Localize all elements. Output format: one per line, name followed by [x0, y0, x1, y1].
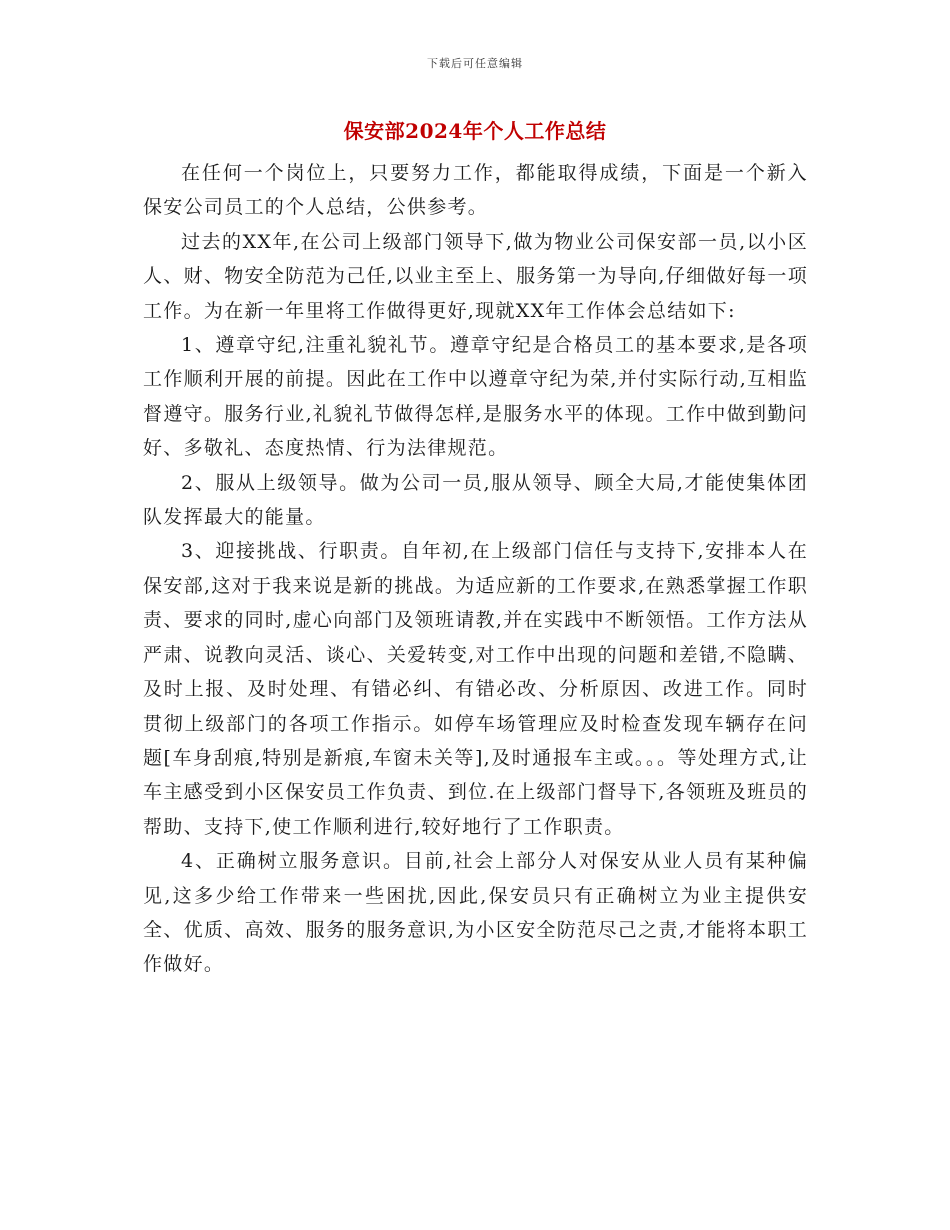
paragraph-overview: 过去的XX年,在公司上级部门领导下,做为物业公司保安部一员,以小区人、财、物安全防范为己任,以业主至上、服务第一为导向,仔细做好每一项工作。为在新一年里将工作做得更好,现就XX年工作体会总结如下: [143, 230, 808, 322]
document-body [143, 156, 808, 982]
paragraph-intro: 在任何一个岗位上，只要努力工作，都能取得成绩，下面是一个新入保安公司员工的个人总结，公供参考。 [143, 162, 808, 219]
document-title: 保安部2024年个人工作总结 [343, 119, 607, 143]
paragraph-item-1: 1、遵章守纪,注重礼貌礼节。遵章守纪是合格员工的基本要求,是各项工作顺利开展的前提。因此在工作中以遵章守纪为荣,并付实际行动,互相监督遵守。服务行业,礼貌礼节做得怎样,是服务水平的体现。工作中做到勤问好、多敬礼、态度热情、行为法律规范。 [143, 334, 808, 460]
paragraph-item-4: 4、正确树立服务意识。目前,社会上部分人对保安从业人员有某种偏见,这多少给工作带来一些困扰,因此,保安员只有正确树立为业主提供安全、优质、高效、服务的服务意识,为小区安全防范尽己之责,才能将本职工作做好。 [143, 850, 808, 976]
page-header: 下载后可任意编辑 [427, 57, 523, 70]
paragraph-item-3: 3、迎接挑战、行职责。自年初,在上级部门信任与支持下,安排本人在保安部,这对于我来说是新的挑战。为适应新的工作要求,在熟悉掌握工作职责、要求的同时,虚心向部门及领班请教,并在实践中不断领悟。工作方法从严肃、说教向灵活、谈心、关爱转变,对工作中出现的问题和差错,不隐瞒、及时上报、及时处理、有错必纠、有错必改、分析原因、改进工作。同时贯彻上级部门的各项工作指示。如停车场管理应及时检查发现车辆存在问题[车身刮痕,特别是新痕,车窗未关等],及时通报车主或。。。等处理方式,让车主感受到小区保安员工作负责、到位.在上级部门督导下,各领班及班员的帮助、支持下,使工作顺利进行,较好地行了工作职责。 [143, 540, 808, 838]
paragraph-item-2: 2、服从上级领导。做为公司一员,服从领导、顾全大局,才能使集体团队发挥最大的能量。 [143, 471, 808, 529]
